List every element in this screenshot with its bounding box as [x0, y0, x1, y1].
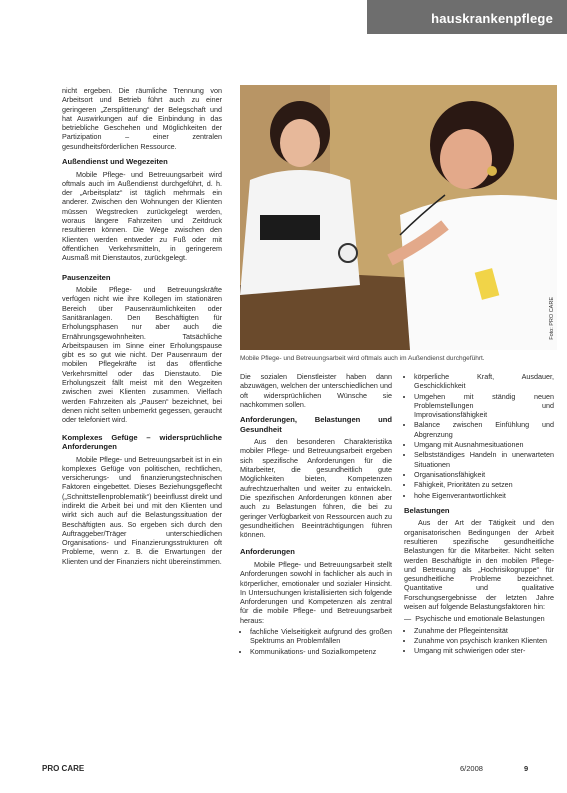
column-2	[240, 372, 392, 658]
photo-illustration	[240, 85, 557, 350]
paragraph: nicht ergeben. Die räumliche Trennung von Arbeitsort und Betrieb führt auch zu einer geringeren „Zersplitterung“ der Belegschaft und hat Auswirkungen auf die Einbindung in das betriebliche Geschehen und Möglichkeiten der Partizipation – einer zentralen gesundheitsförderlichen Ressource.	[62, 86, 222, 151]
heading-anforderungen: Anforderungen	[240, 547, 295, 557]
paragraph: Mobile Pflege- und Betreuungsarbeit stellt Anforderungen sowohl in fachlicher als auch in körperlicher, emotionaler und sozialer Hinsicht. In Untersuchungen kristallisierten sich folgende Anforderungen und Kompetenzen als zentral für die mobile Pflege- und Betreuungsarbeit heraus:	[240, 559, 392, 625]
list-item: • Organisationsfähigkeit	[414, 470, 554, 479]
dash-item-label: Psychische und emotionale Belastungen	[415, 614, 545, 624]
list-item: • Zunahme von psychisch kranken Klienten	[414, 636, 554, 645]
heading-belastungen: Belastungen	[404, 505, 450, 515]
list-item: • Selbstständiges Handeln in unerwarteten Situationen	[414, 450, 554, 469]
heading-pausenzeiten: Pausenzeiten	[62, 272, 111, 282]
list-item: • fachliche Vielseitigkeit aufgrund des großen Spektrums an Problemfällen	[250, 627, 392, 646]
section-title: hauskrankenpflege	[431, 11, 553, 26]
paragraph: Mobile Pflege- und Betreuungsarbeit wird oftmals auch im Außendienst durchgeführt, d. h. der „Arbeitsplatz“ ist täglich mehrmals ein anderer. Zwischen den Wohnungen der Klienten müssen Wegstrecken zurückgelegt werden, woraus längere Fahrzeiten und Zeitdruck resultieren können. Die Wege zwischen den Klienten werden entweder zu Fuß oder mit öffentlichen Verkehrsmitteln, in geringerem Ausmaß mit Dienstautos, zurückgelegt.	[62, 169, 222, 263]
paragraph: Mobile Pflege- und Betreuungskräfte verfügen nicht wie ihre Kollegen im stationären Bereich über Pausenräumlichkeiten oder Sanitäranlagen. Den Beschäftigten für Erholungsphasen nur aber auch die Ernährungsgewohnheiten. Tatsächliche Arbeitspausen im Sinne einer Erholungspause gibt es so gut wie nicht. Der Pausenraum der mobilen Pflegekräfte ist das öffentliche Verkehrsmittel oder das Dienstauto. Die Erholungszeit fällt meist mit den Wegzeiten zwischen zwei Klienten zusammen. Vielfach werden Fahrzeiten als „Pausen“ bezeichnet, bei denen nicht selten unbemerkt gegessen, geraucht oder telefoniert wird.	[62, 285, 222, 425]
heading-aussendienst: Außendienst und Wegezeiten	[62, 157, 168, 167]
paragraph: Aus den besonderen Charakteristika mobiler Pflege- und Betreuungsarbeit ergeben sich spezifische Anforderungen für die Mitarbeiter, die gesundheitlich gute Möglichkeiten bieten, Kompetenzen aufrechtzuerhalten und weiter zu entwickeln. Die spezifischen Anforderungen können aber auch zu Belastungen führen, die bei zu geringer Verfügbarkeit von Ressourcen auch zu gesundheitlichen Beeinträchtigungen führen können.	[240, 437, 392, 540]
heading-komplexes-gefuege: Komplexes Gefüge – widersprüchliche Anforderungen	[62, 432, 222, 451]
list-item: • Umgang mit Ausnahmesituationen	[414, 440, 554, 449]
column-1	[62, 86, 222, 568]
paragraph: Die sozialen Dienstleister haben dann abzuwägen, welchen der unterschiedlichen und oft widersprüchlichen Wünsche sie nachkommen sollen.	[240, 372, 392, 409]
bullet-list	[240, 627, 392, 656]
magazine-brand: PRO CARE	[42, 764, 85, 773]
heading-anforderungen-belastungen: Anforderungen, Belastungen und Gesundheit	[240, 415, 392, 434]
list-item: • Umgang mit schwierigen oder ster-	[414, 646, 554, 655]
column-3	[404, 372, 554, 658]
bullet-list	[404, 626, 554, 656]
issue-number: 6/2008	[460, 764, 483, 773]
list-item: • hohe Eigenverantwortlichkeit	[414, 491, 554, 500]
paragraph: Mobile Pflege- und Betreuungsarbeit ist in ein komplexes Gefüge von politischen, rechtlichen, versicherungs- und finanzierungstechnischen Faktoren eingebettet. Dieses Beziehungsgeflecht („Schnittstellenproblematik“) beeinflusst direkt und indirekt die Arbeit bei und mit den Klienten und wirkt sich auch auf die Belastungssituation der Beschäftigten aus. So ergeben sich durch den Auftraggeber/Träger unterschiedlichen Organisations- und Finanzierungsstrukturen oft Probleme, wenn z. B. die Erwartungen der Klienten und der Finanziers nicht übereinstimmen.	[62, 454, 222, 566]
article-photo	[240, 85, 557, 350]
bullet-list	[404, 372, 554, 500]
header-bar	[0, 0, 567, 44]
list-item: • Zunahme der Pflegeintensität	[414, 626, 554, 635]
paragraph: Aus der Art der Tätigkeit und den organisatorischen Bedingungen der Arbeit resultieren spezifische gesundheitliche Belastungen für die Mitarbeiter. Nicht selten werden Beschäftigte in den mobilen Pflege- und Betreuung als „Hochrisikogruppe“ für gesundheitliche Probleme bezeichnet. Quantitative und qualitative Forschungsergebnisse der letzten Jahre weisen auf folgende Belastungsfaktoren hin:	[404, 518, 554, 612]
page-number: 9	[524, 764, 529, 773]
list-item: • Balance zwischen Einfühlung und Abgrenzung	[414, 420, 554, 439]
photo-credit: Foto: PRO CARE	[549, 297, 555, 340]
photo-caption: Mobile Pflege- und Betreuungsarbeit wird oftmals auch im Außendienst durchgeführt.	[240, 355, 485, 362]
list-item: • Umgehen mit ständig neuen Problemstellungen und Improvisationsfähigkeit	[414, 392, 554, 420]
list-item: • Kommunikations- und Sozialkompetenz	[250, 647, 392, 656]
list-item: • körperliche Kraft, Ausdauer, Geschicklichkeit	[414, 372, 554, 391]
list-item: • Fähigkeit, Prioritäten zu setzen	[414, 480, 554, 489]
dash-item: — Psychische und emotionale Belastungen	[404, 614, 545, 624]
